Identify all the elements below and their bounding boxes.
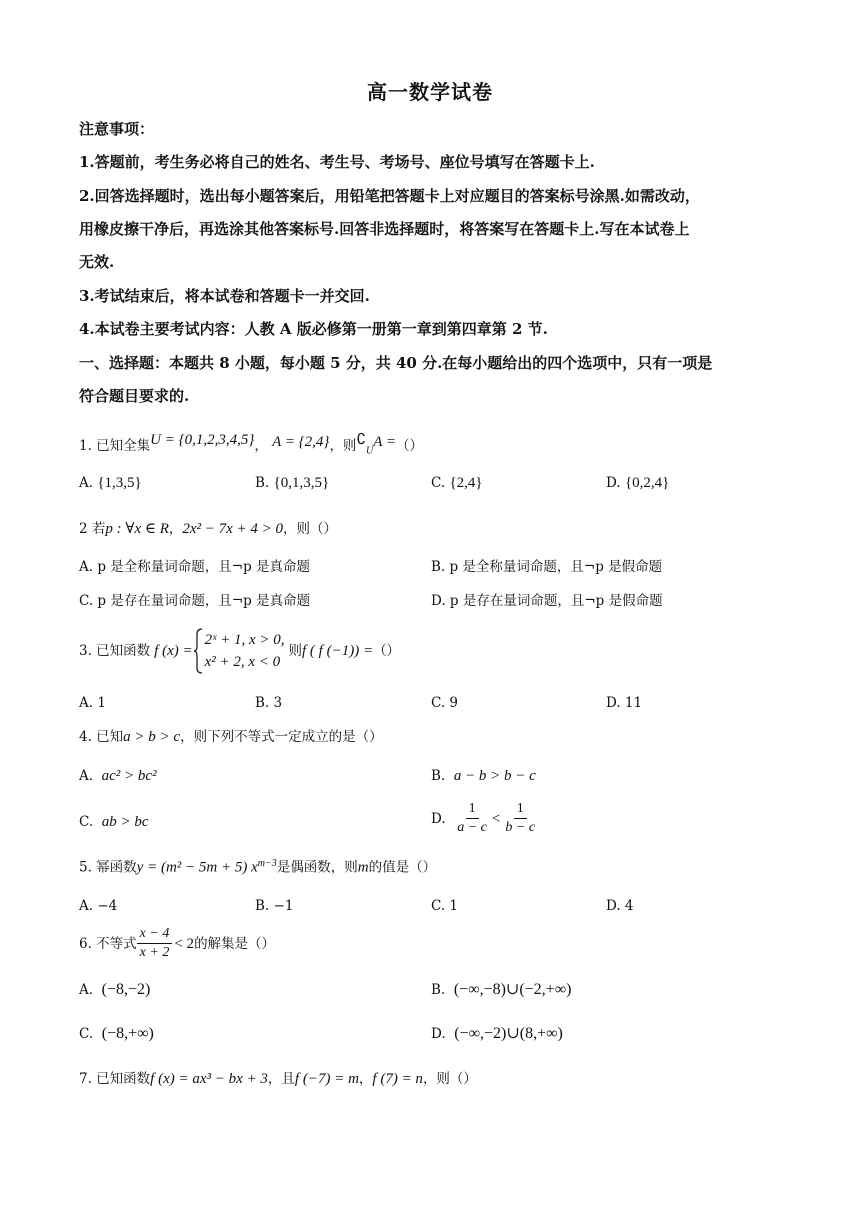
option-b-value: a − b > b − c <box>453 768 536 784</box>
question-2-option-d: D. p 是存在量词命题，且¬p 是假命题 <box>431 593 663 609</box>
question-1-separator: ， <box>254 438 268 454</box>
question-1-set-u: U = {0,1,2,3,4,5} <box>150 432 255 448</box>
question-3-option-c: C. 9 <box>431 695 459 711</box>
question-6-option-c <box>79 1023 154 1045</box>
question-4-option-d <box>431 800 538 837</box>
question-5-variable: m <box>357 859 369 876</box>
question-2-proposition: p : ∀x ∈ R <box>105 521 169 537</box>
question-1-option-a <box>79 472 142 494</box>
question-1-option-c <box>431 472 483 494</box>
notice-item-1: 1.答题前，考生务必将自己的姓名、考生号、考场号、座位号填写在答题卡上. <box>79 153 595 171</box>
question-1-option-d <box>606 472 669 494</box>
question-2-separator: ， <box>168 521 183 537</box>
question-2-option-b: B. p 是全称量词命题，且¬p 是假命题 <box>431 559 663 575</box>
question-4-option-c <box>79 811 149 833</box>
question-6-prefix: 6. 不等式 <box>79 935 137 952</box>
piecewise-case-1: 2ˣ + 1, x > 0, <box>204 632 285 648</box>
fraction-1-numerator: 1 <box>466 800 479 819</box>
option-a-label: A. <box>79 475 94 491</box>
question-3-option-a: A. 1 <box>79 695 106 711</box>
question-3-blank: （） <box>373 643 401 659</box>
question-2-option-a: A. p 是全称量词命题，且¬p 是真命题 <box>79 559 311 575</box>
option-b-label: B. <box>431 768 446 784</box>
question-6-tail: 的解集是（） <box>194 935 276 952</box>
question-4-option-a <box>79 765 157 787</box>
question-3-then: 则 <box>288 643 302 659</box>
option-c-value: ab > bc <box>101 814 149 830</box>
notice-item-2-line-1: 2.回答选择题时，选出每小题答案后，用铅笔把答题卡上对应题目的答案标号涂黑.如需改动， <box>79 187 700 205</box>
notice-item-3: 3.考试结束后，将本试卷和答题卡一并交回. <box>79 287 370 305</box>
option-a-label: A. <box>79 982 94 998</box>
piecewise-cases <box>205 629 285 673</box>
question-5-option-a: A. −4 <box>79 898 118 914</box>
question-1 <box>79 429 423 463</box>
section-heading-line-1: 一、选择题：本题共 8 小题，每小题 5 分，共 40 分.在每小题给出的四个选项中，只有一项是 <box>79 354 713 372</box>
question-3-function: f (x) = <box>154 643 193 659</box>
fraction-2-numerator: 1 <box>514 800 527 819</box>
question-3-prefix: 3. 已知函数 <box>79 643 151 659</box>
question-7-condition-1: f (−7) = m <box>294 1071 359 1087</box>
question-1-option-b <box>255 472 329 494</box>
question-3-expression: f ( f (−1)) = <box>302 643 374 659</box>
question-5-exponent: m−3 <box>257 858 277 869</box>
option-a-value: ac² > bc² <box>101 768 157 784</box>
notice-item-2-line-2: 用橡皮擦干净后，再选涂其他答案标号.回答非选择题时，将答案写在答题卡上.写在本试卷上 <box>79 220 690 238</box>
question-2-prefix: 2 若 <box>79 521 106 537</box>
less-than-sign: < <box>491 810 501 827</box>
question-1-prefix: 1. 已知全集 <box>79 438 151 454</box>
question-3 <box>79 628 400 674</box>
question-6-rhs: < 2 <box>174 935 195 952</box>
question-4-tail: ，则下列不等式一定成立的是（） <box>180 729 383 745</box>
question-1-blank: （） <box>395 438 423 454</box>
option-a-value: {1,3,5} <box>97 475 142 491</box>
option-d-label: D. <box>431 810 446 827</box>
option-b-label: B. <box>431 982 446 998</box>
option-a-label: A. <box>79 768 94 784</box>
question-5-tail-2: 的值是（） <box>368 859 437 876</box>
question-6-denominator: x + 2 <box>139 945 170 960</box>
option-c-value: {2,4} <box>449 475 483 491</box>
notice-heading: 注意事项： <box>79 120 155 138</box>
option-c-label: C. <box>79 1026 94 1042</box>
question-7-prefix: 7. 已知函数 <box>79 1071 151 1087</box>
fraction-2 <box>502 800 538 837</box>
section-heading-line-2: 符合题目要求的. <box>79 387 190 405</box>
question-5 <box>79 853 436 879</box>
question-5-tail: 是偶函数，则 <box>276 859 358 876</box>
option-c-value: (−8,+∞) <box>101 1025 154 1042</box>
complement-symbol: ∁ <box>356 432 366 448</box>
question-6-numerator: x − 4 <box>137 925 173 944</box>
piecewise-brace <box>193 628 203 674</box>
question-2-tail: ，则（） <box>283 521 338 537</box>
question-5-expression: y = (m² − 5m + 5) x <box>136 859 258 876</box>
question-1-then: ，则 <box>329 438 357 454</box>
fraction-2-denominator: b − c <box>505 820 536 835</box>
question-4-prefix: 4. 已知 <box>79 729 124 745</box>
option-b-value: (−∞,−8)∪(−2,+∞) <box>453 981 572 998</box>
option-d-label: D. <box>431 1026 446 1042</box>
question-3-option-d: D. 11 <box>606 695 643 711</box>
question-4 <box>79 726 383 748</box>
question-7-separator: ， <box>358 1071 373 1087</box>
question-2-inequality: 2x² − 7x + 4 > 0 <box>182 521 284 537</box>
question-6-option-b <box>431 979 571 1001</box>
question-4-condition: a > b > c <box>123 729 181 745</box>
exam-title: 高一数学试卷 <box>367 80 493 104</box>
option-b-label: B. <box>255 475 270 491</box>
question-2 <box>79 518 337 540</box>
question-5-prefix: 5. 幂函数 <box>79 859 137 876</box>
question-7-tail: ，则（） <box>422 1071 477 1087</box>
option-d-label: D. <box>606 475 621 491</box>
question-3-option-b: B. 3 <box>255 695 283 711</box>
notice-item-4: 4.本试卷主要考试内容：人教 A 版必修第一册第一章到第四章第 2 节. <box>79 320 548 338</box>
option-c-label: C. <box>431 475 446 491</box>
piecewise-case-2: x² + 2, x < 0 <box>204 654 281 670</box>
question-6-option-d <box>431 1023 563 1045</box>
question-5-option-b: B. −1 <box>255 898 294 914</box>
question-4-option-b <box>431 765 536 787</box>
option-c-label: C. <box>79 814 94 830</box>
fraction-1 <box>454 800 490 837</box>
complement-subscript: U <box>365 445 374 457</box>
fraction-1-denominator: a − c <box>457 820 487 835</box>
question-2-option-c: C. p 是存在量词命题，且¬p 是真命题 <box>79 593 311 609</box>
question-6-option-a <box>79 979 150 1001</box>
notice-item-2-line-3: 无效. <box>79 253 115 271</box>
option-b-value: {0,1,3,5} <box>273 475 330 491</box>
question-5-option-d: D. 4 <box>606 898 634 914</box>
question-7-mid: ，且 <box>267 1071 295 1087</box>
option-d-value: {0,2,4} <box>624 475 670 491</box>
question-7-expression: f (x) = ax³ − bx + 3 <box>150 1071 268 1087</box>
question-6 <box>79 925 275 962</box>
option-d-value: (−∞,−2)∪(8,+∞) <box>454 1025 563 1042</box>
brace-icon <box>193 628 203 674</box>
question-1-complement-tail: A = <box>373 434 396 450</box>
question-1-set-a: A = {2,4} <box>272 434 330 450</box>
question-6-fraction <box>137 925 173 962</box>
option-a-value: (−8,−2) <box>101 981 151 998</box>
question-7-condition-2: f (7) = n <box>372 1071 423 1087</box>
question-5-option-c: C. 1 <box>431 898 459 914</box>
question-7 <box>79 1068 477 1090</box>
